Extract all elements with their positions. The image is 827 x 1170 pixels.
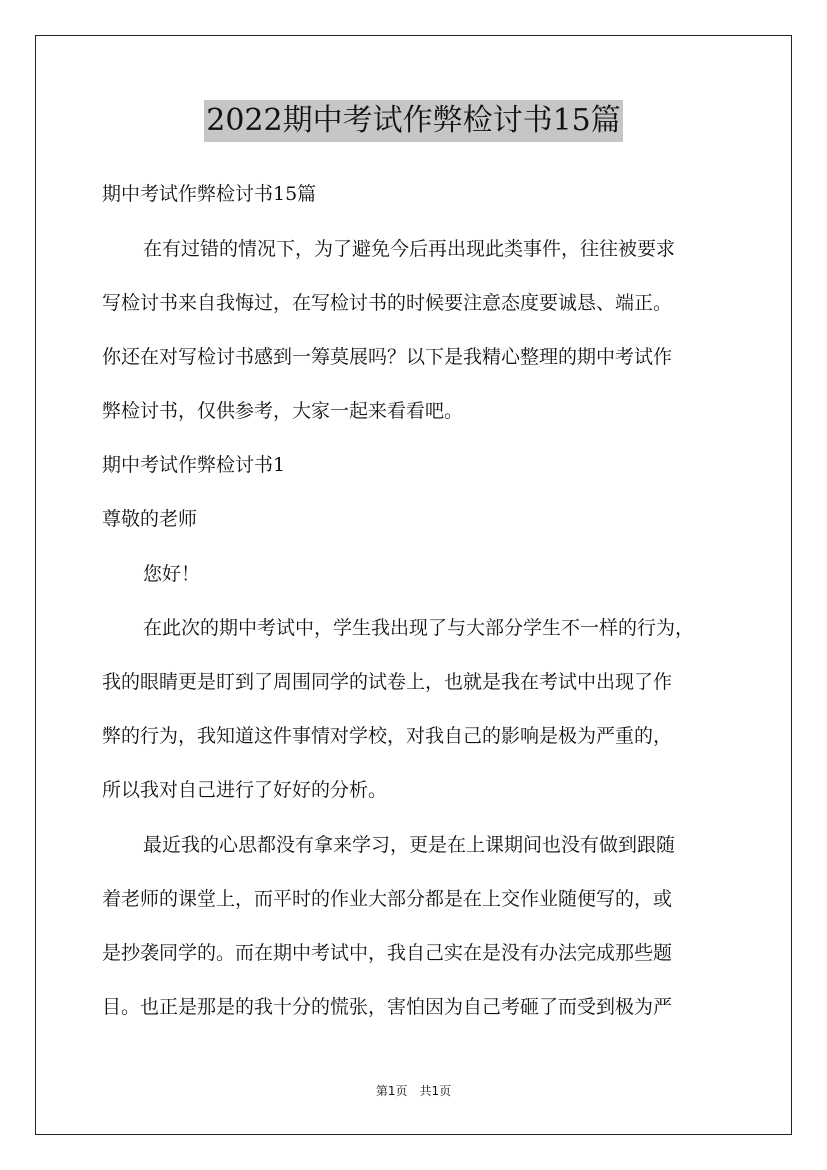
paragraph2-line-4: 目。也正是那是的我十分的慌张，害怕因为自己考砸了而受到极为严 bbox=[102, 996, 673, 1018]
page-footer bbox=[0, 1083, 827, 1099]
paragraph2-line-2: 着老师的课堂上，而平时的作业大部分都是在上交作业随便写的，或 bbox=[102, 888, 673, 910]
document-title: 2022期中考试作弊检讨书15篇 bbox=[204, 100, 623, 142]
section-heading: 期中考试作弊检讨书1 bbox=[102, 454, 286, 476]
intro-line-2: 写检讨书来自我悔过，在写检讨书的时候要注意态度要诚恳、端正。 bbox=[102, 292, 673, 314]
page-number: 第1页 bbox=[375, 1084, 408, 1098]
intro-line-4: 弊检讨书，仅供参考，大家一起来看看吧。 bbox=[102, 400, 464, 422]
document-subtitle: 期中考试作弊检讨书15篇 bbox=[102, 183, 317, 205]
paragraph2-line-3: 是抄袭同学的。而在期中考试中，我自己实在是没有办法完成那些题 bbox=[102, 942, 673, 964]
intro-line-1: 在有过错的情况下，为了避免今后再出现此类事件，往往被要求 bbox=[143, 238, 676, 260]
paragraph1-line-4: 所以我对自己进行了好好的分析。 bbox=[102, 779, 388, 801]
paragraph2-line-1: 最近我的心思都没有拿来学习，更是在上课期间也没有做到跟随 bbox=[143, 834, 676, 856]
paragraph1-line-3: 弊的行为，我知道这件事情对学校，对我自己的影响是极为严重的， bbox=[102, 725, 673, 747]
title-container bbox=[0, 100, 827, 142]
page-total: 共1页 bbox=[419, 1084, 452, 1098]
salutation: 尊敬的老师 bbox=[102, 508, 198, 530]
greeting: 您好！ bbox=[143, 563, 201, 585]
paragraph1-line-2: 我的眼睛更是盯到了周围同学的试卷上，也就是我在考试中出现了作 bbox=[102, 671, 673, 693]
intro-line-3: 你还在对写检讨书感到一筹莫展吗？以下是我精心整理的期中考试作 bbox=[102, 346, 673, 368]
paragraph1-line-1: 在此次的期中考试中，学生我出现了与大部分学生不一样的行为， bbox=[143, 617, 695, 639]
